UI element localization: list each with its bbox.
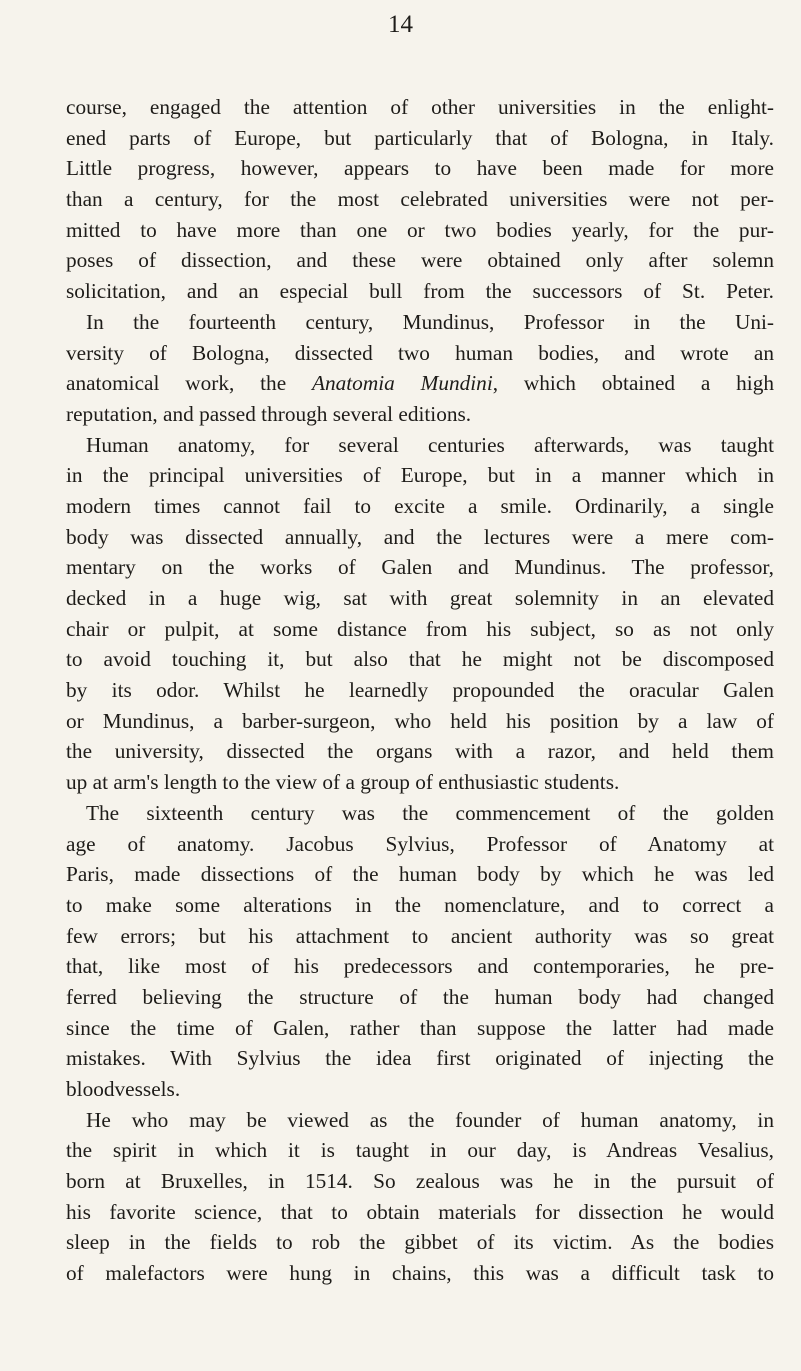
text-segment: , which obtained a high [492,371,774,396]
text-line: poses of dissection, and these were obtained only after solemn [66,248,774,273]
text-line: his favorite science, that to obtain materials for dissection he would [66,1199,774,1224]
text-line: Paris, made dissections of the human body by which he was led [66,862,774,887]
text-line: solicitation, and an especial bull from the successors of St. Peter. [66,279,774,304]
text-line: In the fourteenth century, Mundinus, Professor in the Uni- [86,309,774,334]
text-line: by its odor. Whilst he learnedly propounded the oracular Galen [66,678,774,703]
text-line: born at Bruxelles, in 1514. So zealous was he in the pursuit of [66,1169,774,1194]
text-line: The sixteenth century was the commencement of the golden [86,800,774,825]
text-line: than a century, for the most celebrated universities were not per- [66,187,774,212]
text-line: modern times cannot fail to excite a smile. Ordinarily, a single [66,493,774,518]
page-number: 14 [388,11,413,38]
text-line: bloodvessels. [66,1077,181,1101]
text-line: He who may be viewed as the founder of human anatomy, in [86,1107,774,1132]
text-line: in the principal universities of Europe, but in a manner which in [66,463,774,488]
text-line: of malefactors were hung in chains, this was a difficult task to [66,1261,774,1286]
body-text [66,92,774,1289]
text-line: chair or pulpit, at some distance from his subject, so as not only [66,616,774,641]
text-line: ferred believing the structure of the human body had changed [66,984,774,1009]
text-line: age of anatomy. Jacobus Sylvius, Professor of Anatomy at [66,831,774,856]
text-line: to make some alterations in the nomenclature, and to correct a [66,892,774,917]
text-line: mentary on the works of Galen and Mundinus. The professor, [66,555,774,580]
text-line: the university, dissected the organs with a razor, and held them [66,739,774,764]
text-line: few errors; but his attachment to ancient authority was so great [66,923,774,948]
text-line: ened parts of Europe, but particularly that of Bologna, in Italy. [66,125,774,150]
text-line: versity of Bologna, dissected two human bodies, and wrote an [66,340,774,365]
text-line: mitted to have more than one or two bodies yearly, for the pur- [66,217,774,242]
text-line: body was dissected annually, and the lectures were a mere com- [66,524,774,549]
text-line [66,368,774,399]
text-line: up at arm's length to the view of a group of enthusiastic students. [66,770,620,795]
text-segment: anatomical work, the [66,371,312,396]
text-line: Little progress, however, appears to have been made for more [66,156,774,181]
text-line: decked in a huge wig, sat with great solemnity in an elevated [66,586,774,610]
text-line: course, engaged the attention of other universities in the enlight- [66,95,774,119]
text-line: sleep in the fields to rob the gibbet of its victim. As the bodies [66,1230,774,1255]
text-line: that, like most of his predecessors and contemporaries, he pre- [66,954,774,979]
text-line: mistakes. With Sylvius the idea first originated of injecting the [66,1046,774,1071]
text-line: the spirit in which it is taught in our day, is Andreas Vesalius, [66,1138,774,1163]
text-line: since the time of Galen, rather than suppose the latter had made [66,1015,774,1040]
text-line: reputation, and passed through several editions. [66,401,472,426]
text-line: to avoid touching it, but also that he might not be discomposed [66,647,774,672]
italic-title: Anatomia Mundini [311,371,493,396]
text-line: Human anatomy, for several centuries afterwards, was taught [86,432,774,457]
text-line: or Mundinus, a barber-surgeon, who held his position by a law of [66,708,774,733]
